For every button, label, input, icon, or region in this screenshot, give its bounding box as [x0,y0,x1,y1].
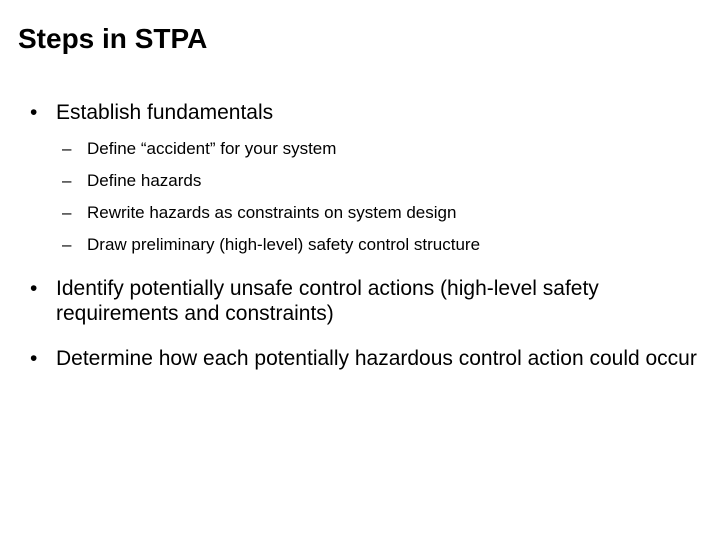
bullet-item [30,346,700,371]
bullet-marker: • [30,347,38,370]
sub-bullet-item [62,234,700,256]
dash-marker: – [62,139,72,158]
bullet-item [30,276,700,326]
sub-bullet-item [62,170,700,192]
bullet-text: Establish fundamentals [56,101,274,124]
bullet-marker: • [30,277,38,300]
sub-bullet-text: Define hazards [87,171,202,190]
dash-marker: – [62,235,72,254]
dash-marker: – [62,171,72,190]
sub-bullet-text: Define “accident” for your system [87,139,337,158]
sub-bullet-item [62,202,700,224]
bullet-item [30,100,700,256]
bullet-list [30,100,700,371]
slide-title: Steps in STPA [18,23,208,54]
bullet-text: Identify potentially unsafe control actions (high-level safety requirements and constraints) [56,277,599,325]
sub-bullet-list [62,138,700,256]
bullet-text: Determine how each potentially hazardous control action could occur [56,347,697,370]
dash-marker: – [62,203,72,222]
sub-bullet-text: Rewrite hazards as constraints on system design [87,203,457,222]
sub-bullet-text: Draw preliminary (high-level) safety control structure [87,235,481,254]
sub-bullet-item [62,138,700,160]
bullet-marker: • [30,101,38,124]
